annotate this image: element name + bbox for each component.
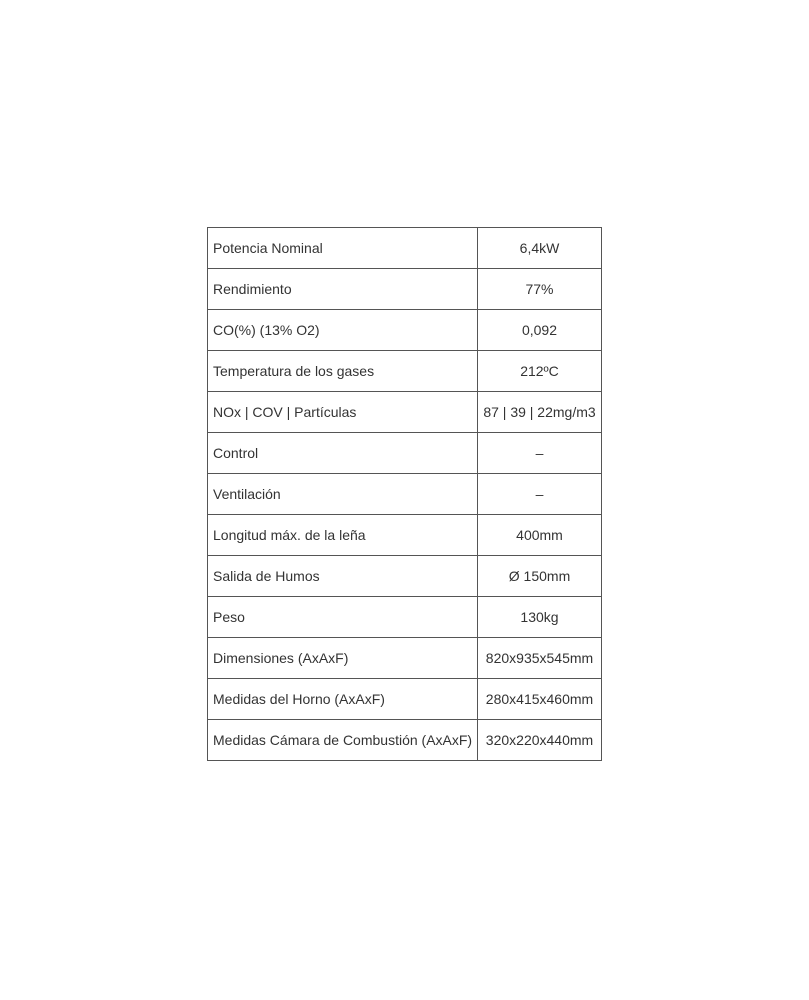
table-row [208,515,602,556]
table-row [208,638,602,679]
spec-value: 400mm [478,515,602,556]
spec-label: Potencia Nominal [208,228,478,269]
spec-label: Control [208,433,478,474]
spec-value: 820x935x545mm [478,638,602,679]
spec-label: Salida de Humos [208,556,478,597]
spec-value: 320x220x440mm [478,720,602,761]
table-row [208,474,602,515]
spec-value: 77% [478,269,602,310]
spec-value: 280x415x460mm [478,679,602,720]
spec-table-body [208,228,602,761]
spec-label: NOx | COV | Partículas [208,392,478,433]
spec-label: Ventilación [208,474,478,515]
spec-table [207,227,602,761]
table-row [208,597,602,638]
spec-value: 87 | 39 | 22mg/m3 [478,392,602,433]
table-row [208,433,602,474]
spec-label: Medidas del Horno (AxAxF) [208,679,478,720]
spec-label: Dimensiones (AxAxF) [208,638,478,679]
spec-value: – [478,474,602,515]
table-row [208,310,602,351]
spec-value: 0,092 [478,310,602,351]
table-row [208,269,602,310]
table-row [208,679,602,720]
spec-label: Longitud máx. de la leña [208,515,478,556]
table-row [208,228,602,269]
table-row [208,720,602,761]
spec-value: – [478,433,602,474]
spec-value: Ø 150mm [478,556,602,597]
spec-value: 130kg [478,597,602,638]
spec-label: Medidas Cámara de Combustión (AxAxF) [208,720,478,761]
spec-label: Rendimiento [208,269,478,310]
spec-value: 212ºC [478,351,602,392]
table-row [208,556,602,597]
spec-value: 6,4kW [478,228,602,269]
table-row [208,351,602,392]
spec-label: Peso [208,597,478,638]
spec-label: Temperatura de los gases [208,351,478,392]
spec-label: CO(%) (13% O2) [208,310,478,351]
table-row [208,392,602,433]
